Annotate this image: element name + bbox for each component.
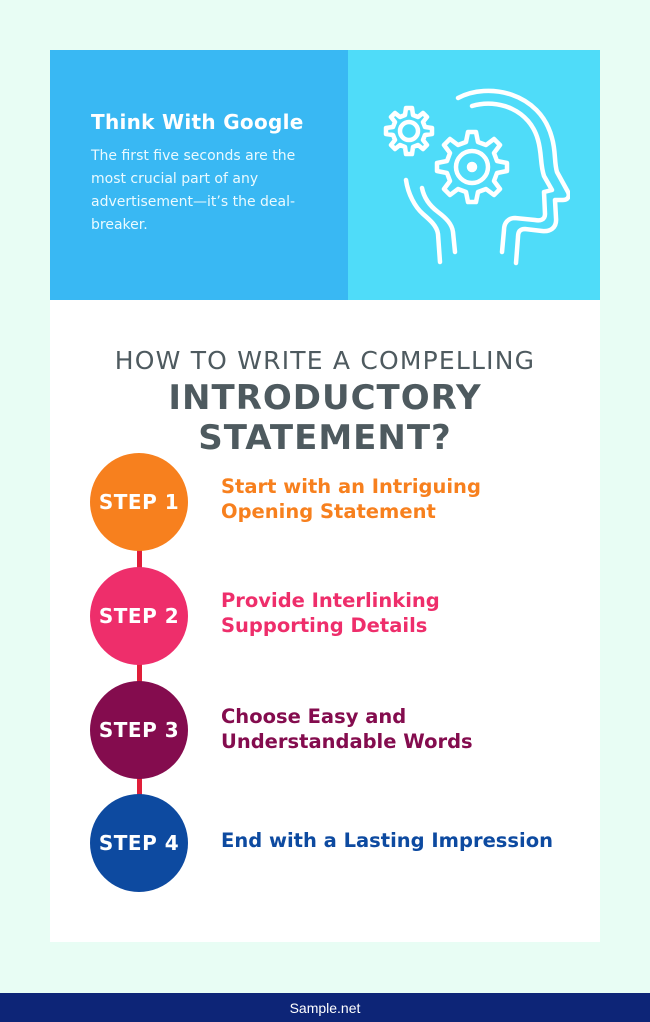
step-1-text: Start with an Intriguing Opening Statement bbox=[221, 475, 481, 523]
quote-text: The first five seconds are the most crucial part of any advertisement—it’s the deal-breaker. bbox=[91, 148, 296, 233]
step-2-text: Provide Interlinking Supporting Details bbox=[221, 589, 440, 637]
small-gear-icon bbox=[386, 108, 432, 154]
footer-site-link[interactable]: Sample.net bbox=[289, 999, 361, 1016]
footer-bar bbox=[0, 993, 650, 1022]
heading-subtitle: HOW TO WRITE A COMPELLING bbox=[114, 346, 536, 375]
step-3-text: Choose Easy and Understandable Words bbox=[221, 705, 473, 753]
step-4-text: End with a Lasting Impression bbox=[221, 829, 553, 852]
step-1-badge: STEP 1 bbox=[90, 453, 188, 551]
step-2-badge: STEP 2 bbox=[90, 567, 188, 665]
step-4-badge: STEP 4 bbox=[90, 794, 188, 892]
quote-source-title: Think With Google bbox=[91, 110, 304, 134]
large-gear-icon bbox=[437, 132, 507, 202]
head-gears-icon bbox=[380, 80, 570, 275]
step-3-badge: STEP 3 bbox=[90, 681, 188, 779]
infographic-card bbox=[50, 50, 600, 942]
quote-panel bbox=[50, 50, 348, 300]
page-title: INTRODUCTORY STATEMENT? bbox=[168, 378, 482, 458]
